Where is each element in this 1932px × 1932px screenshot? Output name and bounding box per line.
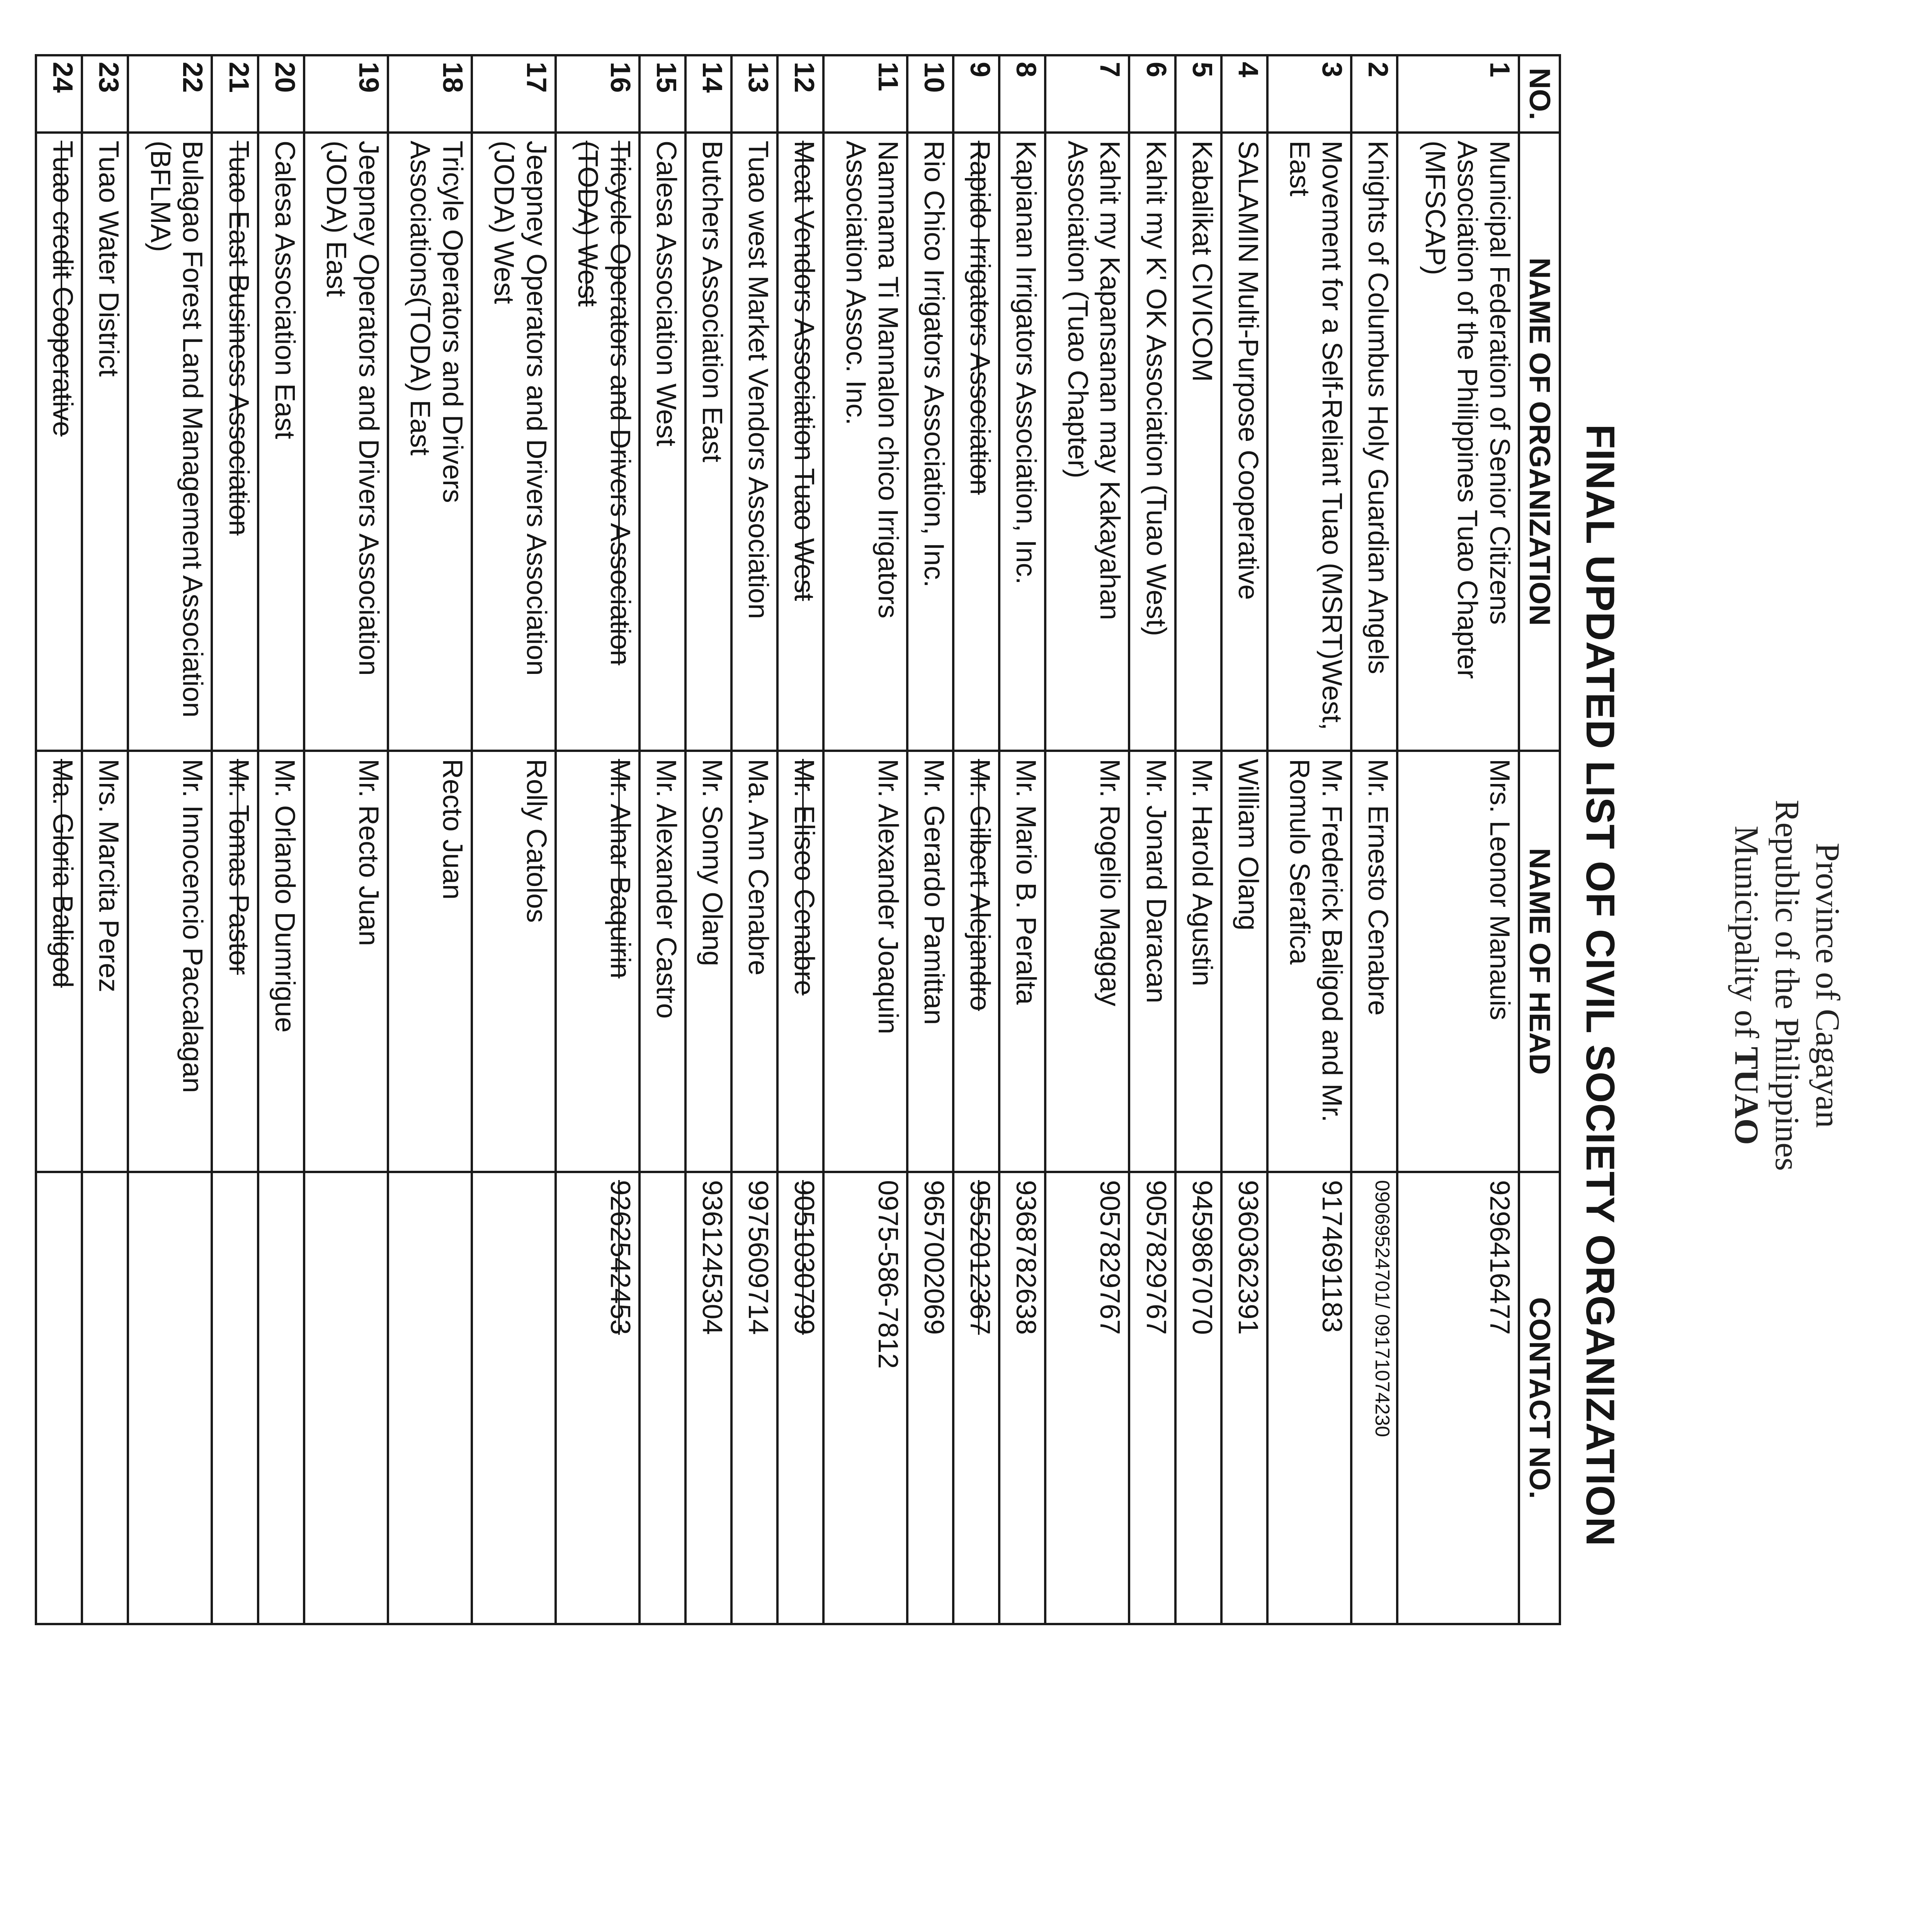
header-municipality-name: TUAO [1728,1046,1765,1145]
row-organization [1397,133,1519,751]
table-row [1129,55,1175,1624]
table-row [953,55,999,1624]
row-organization-text: Knights of Columbus Holy Guardian Angels [1362,141,1393,674]
row-contact-text: 9296416477 [1484,1180,1515,1335]
row-no [36,55,82,133]
row-organization-text: Tricyle Operators and Drivers Associations(TODA) East [405,141,468,503]
row-organization-text: Rio Chico Irrigators Association, Inc. [918,141,950,588]
row-contact [1397,1172,1519,1624]
row-contact [907,1172,953,1624]
row-head [907,751,953,1172]
row-contact-text: 9361245304 [696,1180,728,1335]
table-row [258,55,304,1624]
row-no-text: 14 [696,62,728,93]
row-contact [472,1172,556,1624]
row-contact [731,1172,777,1624]
row-head-text: Mr. Innocencio Paccalagan [177,759,208,1093]
cso-table [35,54,1561,1625]
row-no [1175,55,1221,133]
table-row [556,55,639,1624]
row-head-text: Mr. Tomas Pastor [223,759,254,975]
row-no-text: 13 [743,62,774,93]
column-header-contact: CONTACT NO. [1519,1172,1560,1624]
row-head [823,751,907,1172]
row-no [304,55,388,133]
row-no-text: 12 [789,62,820,93]
row-contact [685,1172,731,1624]
table-row [388,55,472,1624]
row-no [731,55,777,133]
row-no-text: 5 [1186,62,1218,78]
row-head-text: Mr. Recto Juan [353,759,384,946]
header-municipality-prefix: Municipality of [1728,825,1765,1038]
row-no-text: 18 [437,62,468,93]
row-organization-text: Tuao East Business Association [223,141,254,536]
row-contact [304,1172,388,1624]
row-no [1045,55,1129,133]
table-row [1045,55,1129,1624]
table-row [777,55,823,1624]
row-contact [1175,1172,1221,1624]
row-head [1045,751,1129,1172]
row-organization [1129,133,1175,751]
row-contact [1267,1172,1351,1624]
row-contact [1045,1172,1129,1624]
row-head [1129,751,1175,1172]
row-no-text: 16 [604,62,636,93]
row-contact [556,1172,639,1624]
row-organization [999,133,1045,751]
row-head-text: Mr. Mario B. Peralta [1010,759,1042,1005]
row-no [1129,55,1175,133]
row-no-text: 2 [1362,62,1393,78]
table-row [472,55,556,1624]
row-no [639,55,685,133]
row-head [36,751,82,1172]
row-no [128,55,212,133]
row-no-text: 17 [520,62,552,93]
row-contact-text: 9657002069 [918,1180,950,1335]
row-head [1175,751,1221,1172]
row-contact [1221,1172,1267,1624]
row-organization-text: Tuao west Market Vendors Association [743,141,774,619]
row-contact-text: 09069524701/ 09171074230 [1371,1180,1393,1437]
row-no [258,55,304,133]
row-organization [1045,133,1129,751]
row-no [388,55,472,133]
row-contact [258,1172,304,1624]
table-row [1175,55,1221,1624]
row-head-text: Ma. Ann Cenabre [743,759,774,976]
row-no-text: 6 [1140,62,1172,78]
row-head-text: Mr. Orlando Dumrigue [269,759,300,1033]
row-head [128,751,212,1172]
row-head [556,751,639,1172]
row-head [999,751,1045,1172]
row-head-text: William Olang [1232,759,1264,931]
row-organization-text: Tuao credit Cooperative [47,141,78,437]
row-contact [639,1172,685,1624]
row-contact [212,1172,258,1624]
column-header-organization: NAME OF ORGANIZATION [1519,133,1560,751]
row-organization [1351,133,1397,751]
row-no-text: 7 [1094,62,1126,78]
row-organization-text: Tuao Water District [93,141,124,377]
row-no-text: 1 [1484,62,1515,78]
row-contact-text: 9057829767 [1094,1180,1126,1335]
row-head [258,751,304,1172]
table-row [212,55,258,1624]
row-organization [556,133,639,751]
row-no-text: 24 [47,62,78,93]
row-organization [907,133,953,751]
row-head-text: Mr. Harold Agustin [1186,759,1218,986]
table-row [304,55,388,1624]
row-no-text: 8 [1010,62,1042,78]
row-head [388,751,472,1172]
row-organization-text: Bulagao Forest Land Management Association (BFLMA) [145,141,208,718]
row-organization-text: SALAMIN Multi-Purpose Cooperative [1232,141,1264,600]
row-head [777,751,823,1172]
row-head-text: Mrs. Leonor Manauis [1484,759,1515,1020]
row-organization-text: Tricycle Operators and Drivers Association (TODA) West [572,141,636,665]
row-head [685,751,731,1172]
row-head-text: Mr. Alnar Baquirin [604,759,636,979]
row-organization-text: Calesa Association East [269,141,300,439]
row-no [777,55,823,133]
row-contact [777,1172,823,1624]
row-head [1267,751,1351,1172]
row-organization-text: Kabalikat CIVICOM [1186,141,1218,382]
row-head-text: Mr. Gerardo Pamittan [918,759,950,1025]
row-organization [258,133,304,751]
document-title: FINAL UPDATED LIST OF CIVIL SOCIETY ORGANIZATION [1578,424,1622,1547]
row-contact [82,1172,128,1624]
row-organization [212,133,258,751]
row-head [212,751,258,1172]
header-municipality [1727,0,1766,1932]
row-contact-text: 9360362391 [1232,1180,1264,1335]
row-no [823,55,907,133]
table-row [999,55,1045,1624]
row-contact-text: 9975609714 [743,1180,774,1335]
row-no [1397,55,1519,133]
row-organization-text: Namnama Ti Mannalon chico Irrigators Association Assoc. Inc. [840,141,904,619]
row-organization [639,133,685,751]
row-head-text: Mr. Gilbert Alejandro [964,759,996,1011]
row-organization [685,133,731,751]
row-head-text: Rolly Catolos [520,759,552,923]
header-province: Province of Cagayan [1809,843,1846,1128]
row-no-text: 23 [93,62,124,93]
row-head-text: Mr. Frederick Baligod and Mr. Romulo Serafica [1284,759,1347,1122]
row-no-text: 21 [223,62,254,93]
row-organization-text: Kahit my Kapansanan may Kakayahan Association (Tuao Chapter) [1062,141,1126,620]
row-no [1351,55,1397,133]
row-head-text: Ma. Gloria Baligod [47,759,78,988]
row-organization-text: Calesa Association West [650,141,682,447]
row-no-text: 3 [1316,62,1347,78]
row-no [953,55,999,133]
row-organization [1175,133,1221,751]
row-organization [128,133,212,751]
row-contact-text: 0975-586-7812 [872,1180,904,1369]
row-no-text: 11 [872,62,904,92]
row-no-text: 9 [964,62,996,78]
row-contact-text: 9368782638 [1010,1180,1042,1335]
row-organization [777,133,823,751]
row-no-text: 19 [353,62,384,93]
row-organization [82,133,128,751]
row-head [304,751,388,1172]
row-head-text: Mr. Sonny Olang [696,759,728,966]
table-row [685,55,731,1624]
table-body [36,55,1519,1624]
row-head [731,751,777,1172]
row-organization [953,133,999,751]
table-header-row [1519,55,1560,1624]
row-head-text: Mrs. Marcita Perez [93,759,124,993]
row-no [82,55,128,133]
row-contact [128,1172,212,1624]
table-row [823,55,907,1624]
row-head [1351,751,1397,1172]
row-organization [36,133,82,751]
row-organization-text: Movement for a Self-Reliant Tuao (MSRT)West, East [1284,141,1347,730]
row-organization [472,133,556,751]
row-contact [1351,1172,1397,1624]
row-contact [999,1172,1045,1624]
row-head [82,751,128,1172]
row-head [1221,751,1267,1172]
row-head [472,751,556,1172]
row-organization-text: Jeepney Operators and Drivers Association (JODA) East [321,141,384,676]
row-organization-text: Municipal Federation of Senior Citizens Association of the Philippines Tuao Chapter (MFSCAP) [1419,141,1515,679]
column-header-head: NAME OF HEAD [1519,751,1560,1172]
row-head-text: Mr. Eliseo Cenabre [789,759,820,996]
header-republic: Republic of the Philippines [1768,799,1806,1171]
row-no [212,55,258,133]
table-row [1267,55,1351,1624]
row-no [907,55,953,133]
row-no [685,55,731,133]
row-contact-text: 9174691183 [1316,1180,1347,1333]
row-organization [1267,133,1351,751]
row-head-text: Mr. Jonard Daracan [1140,759,1172,1003]
row-organization [823,133,907,751]
table-row [128,55,212,1624]
row-organization [388,133,472,751]
row-contact [953,1172,999,1624]
column-header-no: NO. [1519,55,1560,133]
row-organization-text: Kapianan Irrigators Association, Inc. [1010,141,1042,585]
row-no-text: 20 [269,62,300,93]
row-organization-text: Meat Vendors Association Tuao West [789,141,820,601]
row-contact-text: 9552012367 [964,1180,996,1335]
table-row [1397,55,1519,1624]
table-row [731,55,777,1624]
row-contact-text: 9057829767 [1140,1180,1172,1335]
row-contact [388,1172,472,1624]
row-head-text: Mr. Alexander Joaquin [872,759,904,1034]
table-row [907,55,953,1624]
row-organization [731,133,777,751]
table-row [36,55,82,1624]
table-row [639,55,685,1624]
row-organization-text: Butchers Association East [696,141,728,463]
row-head [639,751,685,1172]
row-no-text: 10 [918,62,950,93]
row-contact [823,1172,907,1624]
row-no-text: 15 [650,62,682,93]
row-no-text: 4 [1232,62,1264,78]
row-no-text: 22 [177,62,208,93]
row-head-text: Recto Juan [437,759,468,900]
table-row [1351,55,1397,1624]
row-no [1221,55,1267,133]
table-row [82,55,128,1624]
row-no [472,55,556,133]
table-row [1221,55,1267,1624]
row-head [953,751,999,1172]
row-contact-text: 9459867070 [1186,1180,1218,1335]
row-organization-text: Jeepney Operators and Drivers Association (JODA) West [488,141,552,676]
row-head-text: Mr. Ernesto Cenabre [1362,759,1393,1016]
row-organization [304,133,388,751]
row-contact [1129,1172,1175,1624]
row-head-text: Mr. Rogelio Maggay [1094,759,1126,1007]
row-organization [1221,133,1267,751]
row-contact-text: 9051030799 [789,1180,820,1335]
row-head-text: Mr. Alexander Castro [650,759,682,1019]
row-head [1397,751,1519,1172]
row-no [556,55,639,133]
row-contact-text: 9262542453 [604,1180,636,1335]
row-no [1267,55,1351,133]
row-organization-text: Rapido Irrigators Association [964,141,996,495]
row-contact [36,1172,82,1624]
row-no [999,55,1045,133]
row-organization-text: Kahit my K' OK Association (Tuao West) [1140,141,1172,636]
